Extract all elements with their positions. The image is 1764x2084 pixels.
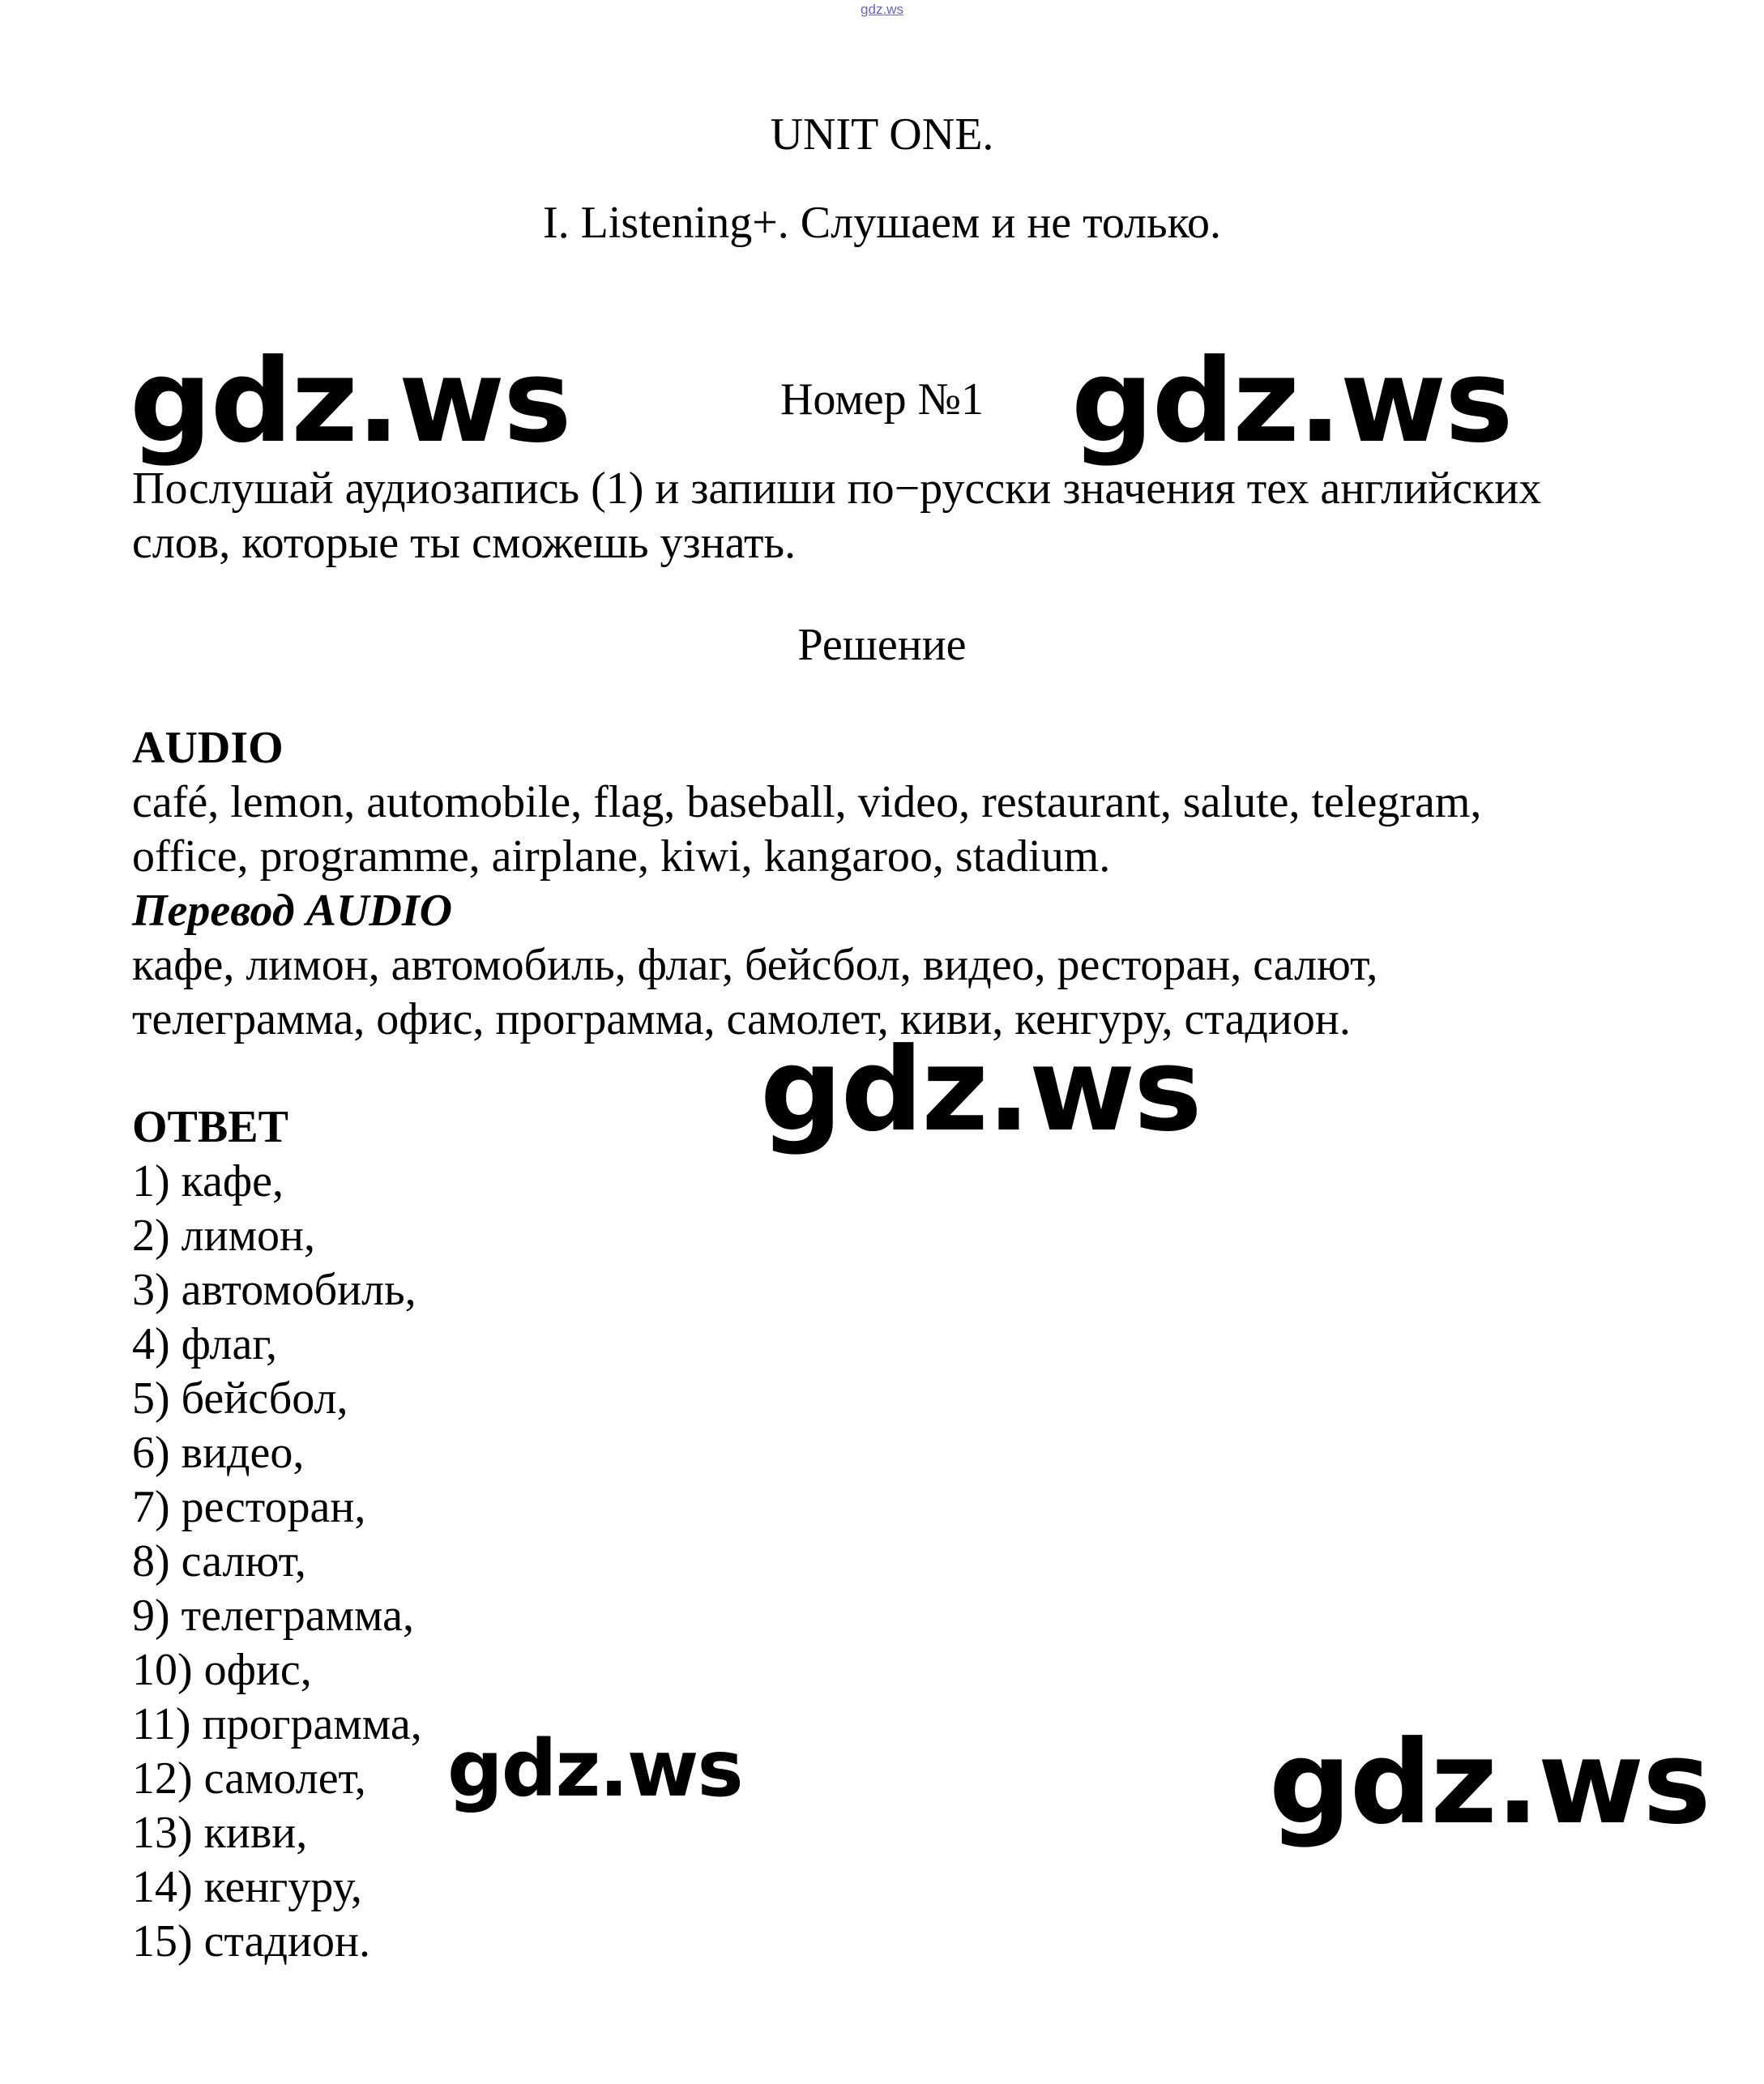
translation-line: кафе, лимон, автомобиль, флаг, бейсбол, видео, ресторан, салют, bbox=[132, 940, 1378, 990]
solution-heading: Решение bbox=[797, 620, 967, 670]
task-text bbox=[132, 462, 1672, 570]
answer-item: 15) стадион. bbox=[132, 1916, 370, 1967]
answer-item: 11) программа, bbox=[132, 1699, 422, 1749]
audio-heading: AUDIO bbox=[132, 723, 284, 773]
top-watermark-link[interactable]: gdz.ws bbox=[861, 2, 903, 17]
answer-heading: ОТВЕТ bbox=[132, 1102, 288, 1152]
exercise-number: Номер №1 bbox=[779, 374, 985, 425]
watermark-top-left: gdz.ws bbox=[130, 335, 570, 468]
answer-item: 6) видео, bbox=[132, 1428, 305, 1478]
audio-line: office, programme, airplane, kiwi, kangaroo, stadium. bbox=[132, 831, 1111, 882]
answer-item: 5) бейсбол, bbox=[132, 1373, 348, 1424]
task-line: Послушай аудиозапись (1) и запиши по−русски значения тех английских bbox=[132, 463, 1542, 514]
answer-item: 9) телеграмма, bbox=[132, 1591, 414, 1641]
answer-item: 10) офис, bbox=[132, 1645, 312, 1695]
watermark-top-right: gdz.ws bbox=[1071, 335, 1512, 468]
audio-section bbox=[132, 721, 1672, 1047]
watermark-bottom-right: gdz.ws bbox=[1269, 1716, 1710, 1850]
answer-item: 3) автомобиль, bbox=[132, 1265, 416, 1315]
section-title: I. Listening+. Слушаем и не только. bbox=[543, 198, 1221, 248]
answer-item: 8) салют, bbox=[132, 1536, 306, 1586]
translation-line: телеграмма, офис, программа, самолет, киви, кенгуру, стадион. bbox=[132, 994, 1351, 1044]
task-line: слов, которые ты сможешь узнать. bbox=[132, 518, 797, 568]
answer-item: 1) кафе, bbox=[132, 1156, 284, 1206]
answer-item: 4) флаг, bbox=[132, 1319, 277, 1369]
answer-item: 12) самолет, bbox=[132, 1753, 366, 1804]
watermark-bottom-left: gdz.ws bbox=[447, 1723, 742, 1814]
answer-item: 2) лимон, bbox=[132, 1211, 315, 1261]
unit-title: UNIT ONE. bbox=[770, 109, 994, 160]
answer-item: 14) кенгуру, bbox=[132, 1862, 362, 1912]
audio-line: café, lemon, automobile, flag, baseball, video, restaurant, salute, telegram, bbox=[132, 777, 1482, 827]
answer-item: 13) киви, bbox=[132, 1808, 308, 1858]
watermark-middle: gdz.ws bbox=[760, 1023, 1201, 1157]
answer-item: 7) ресторан, bbox=[132, 1482, 366, 1532]
translation-heading: Перевод AUDIO bbox=[132, 886, 453, 936]
